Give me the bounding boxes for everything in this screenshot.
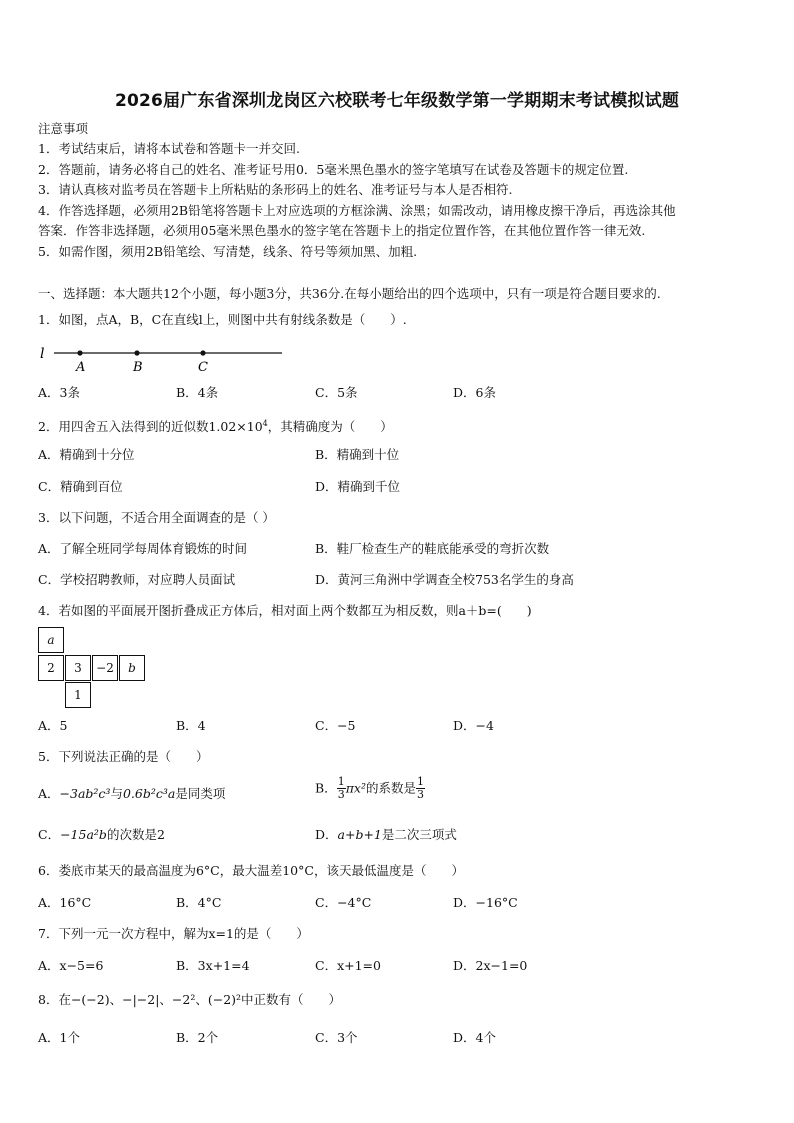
question-7-stem: 7．下列一元一次方程中，解为x=1的是（ ） <box>38 926 309 941</box>
option: D．−16°C <box>453 895 518 910</box>
net-cell: 2 <box>38 655 64 681</box>
option: D．−4 <box>453 718 494 733</box>
option: A．1个 <box>38 1030 80 1045</box>
notice-item: 答案．作答非选择题，必须用05毫米黑色墨水的签字笔在答题卡上的指定位置作答，在其他位置作答一律无效. <box>38 223 646 238</box>
option: C．−15a²b的次数是2 <box>38 827 165 842</box>
point-label: B <box>133 360 143 374</box>
option: B．4°C <box>176 895 222 910</box>
option: B．2个 <box>176 1030 219 1045</box>
option: D．a+b+1是二次三项式 <box>315 827 457 842</box>
net-cell: 1 <box>65 682 91 708</box>
notice-item: 2．答题前，请务必将自己的姓名、准考证号用0．5毫米黑色墨水的签字笔填写在试卷及答题卡的规定位置. <box>38 162 629 177</box>
option: D．黄河三角洲中学调查全校753名学生的身高 <box>315 572 574 587</box>
option: A．16°C <box>38 895 92 910</box>
notice-item: 1．考试结束后，请将本试卷和答题卡一并交回. <box>38 141 300 156</box>
net-cell: 3 <box>65 655 91 681</box>
notice-heading: 注意事项 <box>38 121 89 136</box>
page-title: 2026届广东省深圳龙岗区六校联考七年级数学第一学期期末考试模拟试题 <box>114 91 680 111</box>
option: C．学校招聘教师，对应聘人员面试 <box>38 572 236 587</box>
option: A．x−5=6 <box>38 958 104 973</box>
option: D．2x−1=0 <box>453 958 528 973</box>
question-3-stem: 3．以下问题，不适合用全面调查的是（ ） <box>38 510 275 525</box>
option: C．−5 <box>315 718 356 733</box>
option: A．−3ab²c³与0.6b²c³a是同类项 <box>38 786 226 801</box>
option: B．3x+1=4 <box>176 958 250 973</box>
option: A．了解全班同学每周体育锻炼的时间 <box>38 541 248 556</box>
option: B． $\frac{1}{3}$ πx²的系数是 $\frac{1}{3}$ <box>315 775 424 801</box>
option: B．4条 <box>176 385 219 400</box>
notice-item: 3．请认真核对监考员在答题卡上所粘贴的条形码上的姓名、准考证号与本人是否相符. <box>38 182 513 197</box>
question-6-stem: 6．娄底市某天的最高温度为6°C，最大温差10°C，该天最低温度是（ ） <box>38 863 464 878</box>
notice-item: 5．如需作图，须用2B铅笔绘、写清楚，线条、符号等须加黑、加粗. <box>38 244 418 259</box>
option: C．3个 <box>315 1030 358 1045</box>
point-label: A <box>76 360 86 374</box>
option: D．精确到千位 <box>315 479 401 494</box>
line-figure <box>36 340 286 374</box>
option: D．6条 <box>453 385 496 400</box>
option: B．4 <box>176 718 206 733</box>
option: C．x+1=0 <box>315 958 381 973</box>
option: A．3条 <box>38 385 80 400</box>
option: A．精确到十分位 <box>38 447 135 462</box>
option: C．−4°C <box>315 895 372 910</box>
net-cell: a <box>38 627 64 653</box>
section-heading: 一、选择题：本大题共12个小题，每小题3分，共36分.在每小题给出的四个选项中，只有一项是符合题目要求的. <box>38 286 661 301</box>
question-2-stem: 2．用四舍五入法得到的近似数$1.02\times 10^4$，其精确度为（ ） <box>38 419 393 435</box>
point-label: C <box>198 360 208 374</box>
question-1-stem: 1．如图，点A，B，C在直线l上，则图中共有射线条数是（ ）. <box>38 312 407 327</box>
question-4-stem: 4．若如图的平面展开图折叠成正方体后，相对面上两个数都互为相反数，则a＋b=( ) <box>38 603 532 618</box>
notice-item: 4．作答选择题，必须用2B铅笔将答题卡上对应选项的方框涂满、涂黑；如需改动，请用橡皮擦干净后，再选涂其他 <box>38 203 676 218</box>
net-cell: −2 <box>92 655 118 681</box>
net-cell: b <box>119 655 145 681</box>
line-label: l <box>40 346 45 362</box>
option: A．5 <box>38 718 68 733</box>
option: D．4个 <box>453 1030 496 1045</box>
option: C．5条 <box>315 385 358 400</box>
question-5-stem: 5．下列说法正确的是（ ） <box>38 749 209 764</box>
question-8-stem: 8．在−(−2)、−|−2|、−2²、(−2)²中正数有（ ） <box>38 992 342 1007</box>
option: C．精确到百位 <box>38 479 123 494</box>
option: B．鞋厂检查生产的鞋底能承受的弯折次数 <box>315 541 550 556</box>
option: B．精确到十位 <box>315 447 400 462</box>
